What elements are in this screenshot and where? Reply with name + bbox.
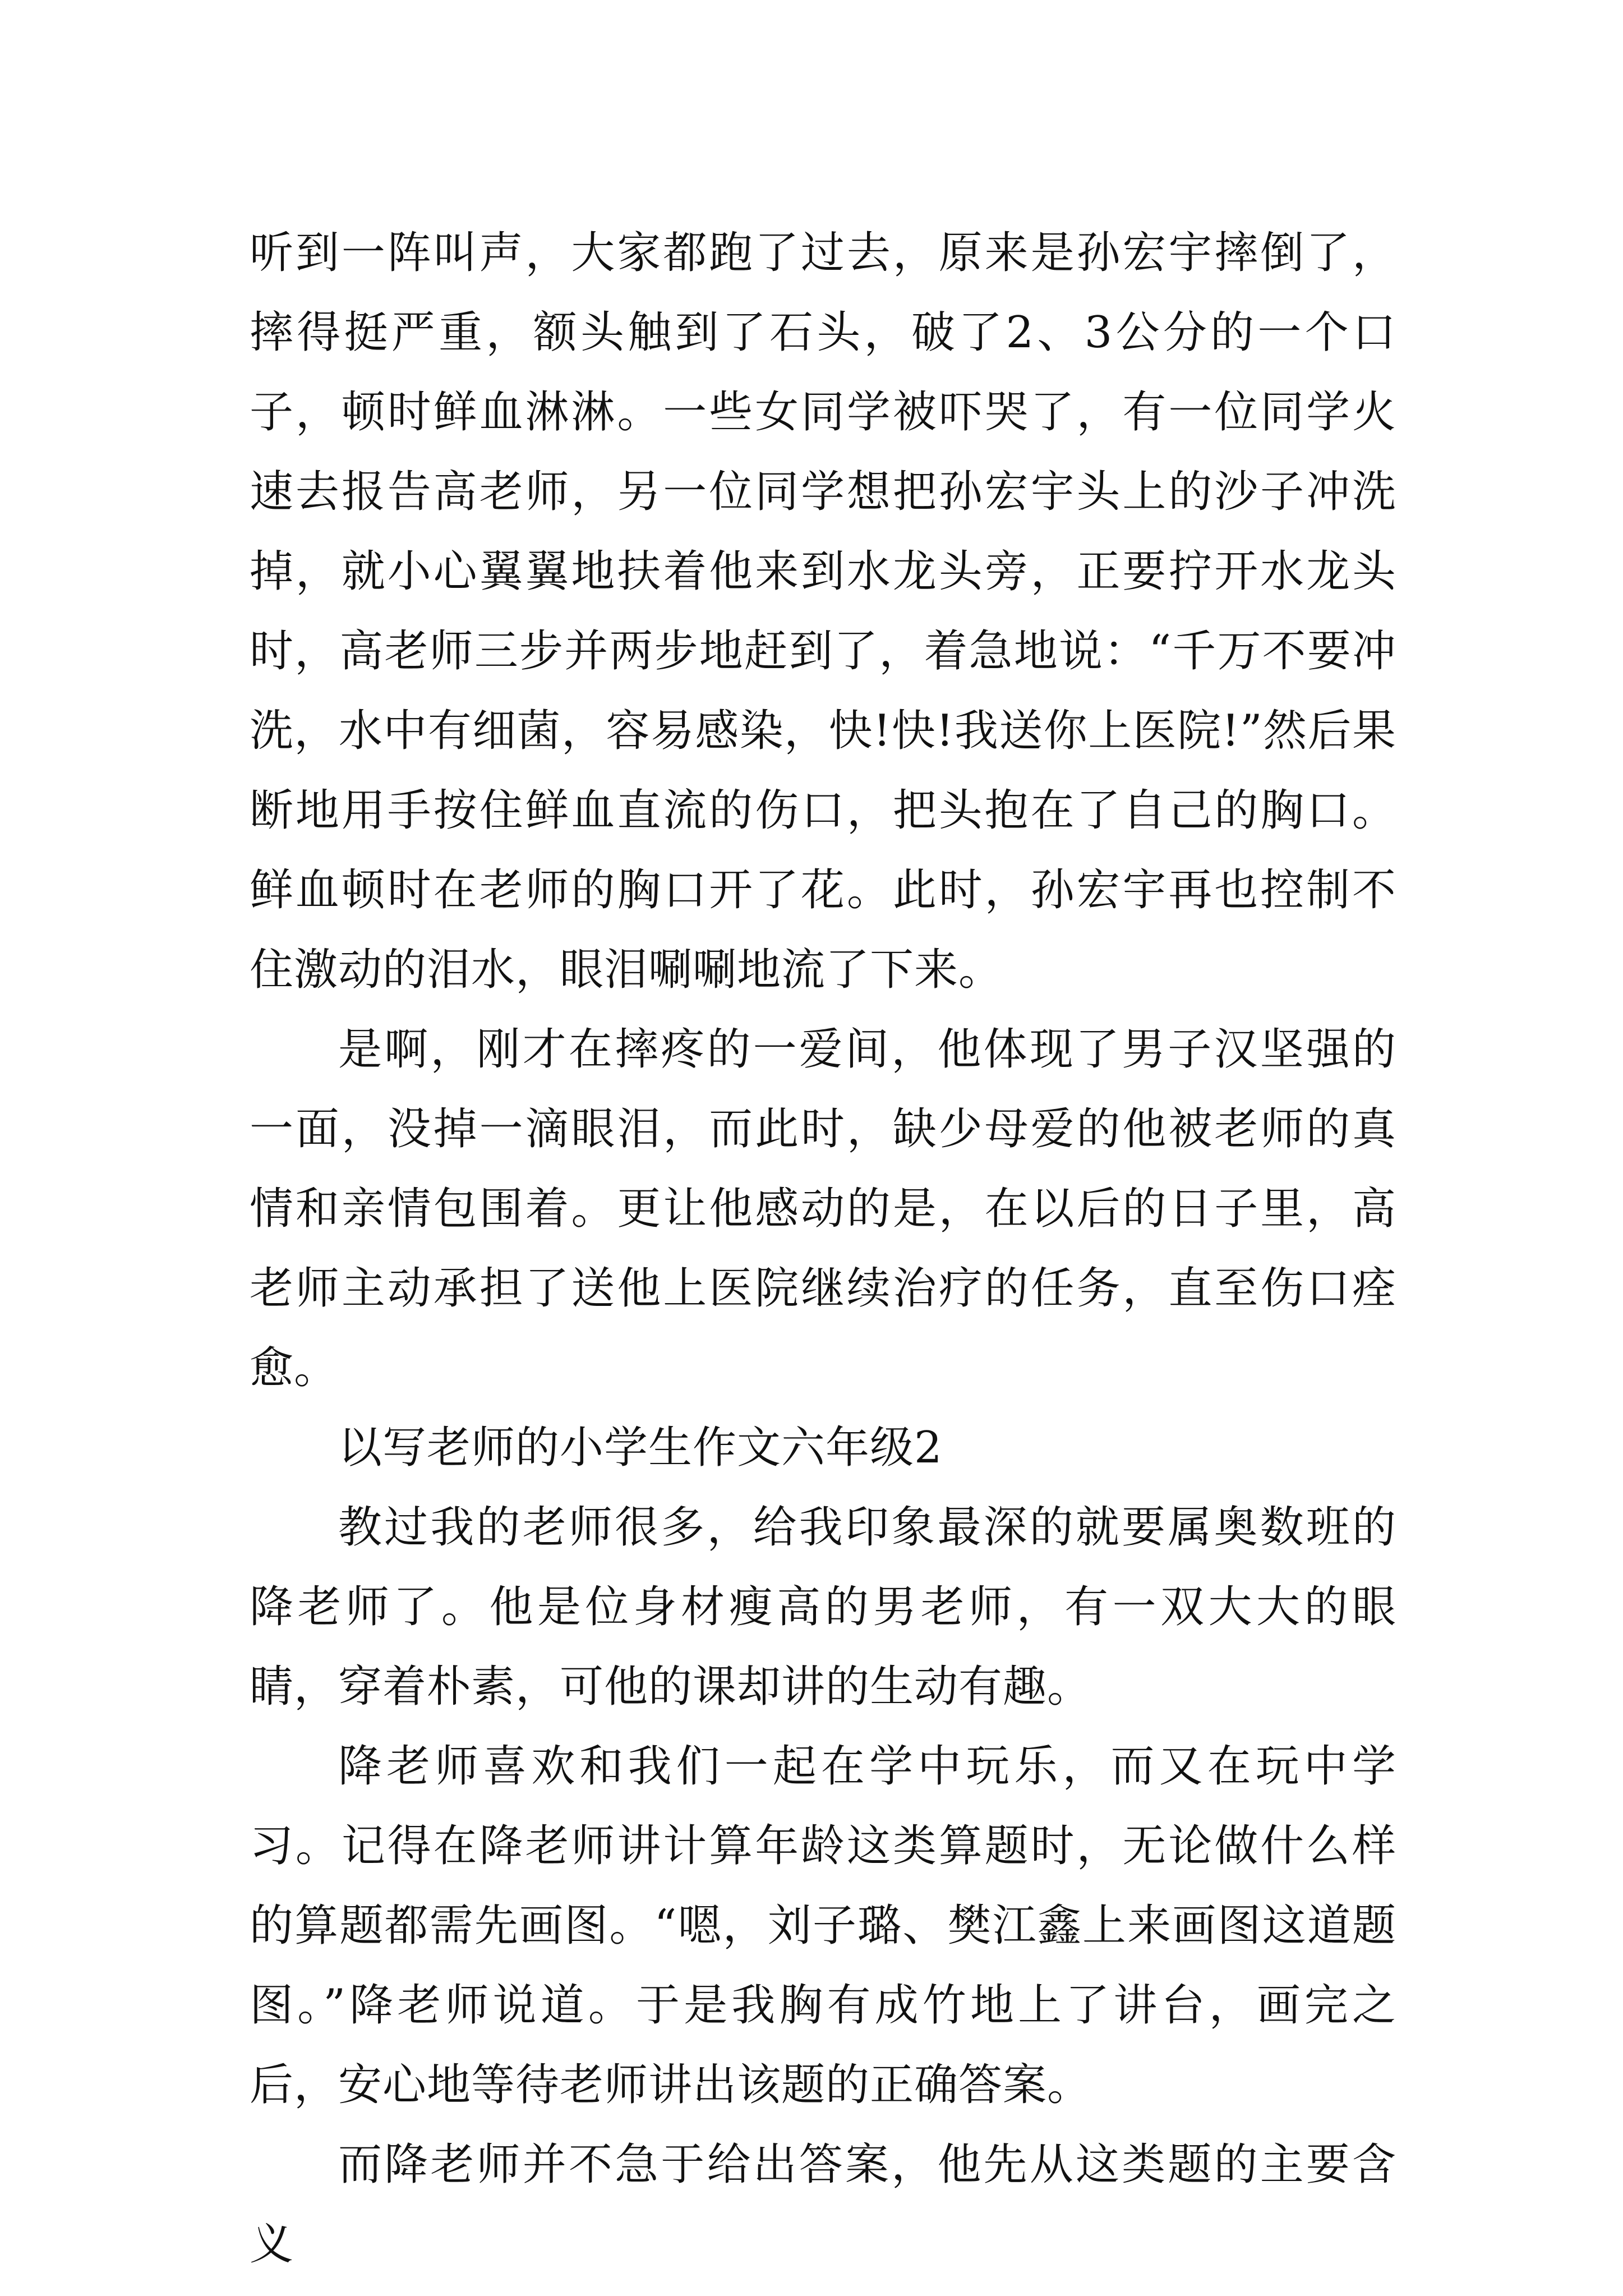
section-title: 以写老师的小学生作文六年级2 bbox=[338, 1423, 943, 1473]
paragraph-class-activity: 降老师喜欢和我们一起在学中玩乐，而又在玩中学习。记得在降老师讲计算年龄这类算题时，无论做什么样的算题都需先画图。“嗯，刘子璐、樊江鑫上来画图这道题图。”降老师说道。于是我胸有成竹地上了讲台，画完之后，安心地等待老师讲出该题的正确答案。 bbox=[250, 1741, 1396, 2110]
paragraph-continuation: 而降老师并不急于给出答案，他先从这类题的主要含义 bbox=[250, 2139, 1396, 2270]
article-body bbox=[250, 213, 1396, 2284]
paragraph-reflection: 是啊，刚才在摔疼的一爱间，他体现了男子汉坚强的一面，没掉一滴眼泪，而此时，缺少母爱的他被老师的真情和亲情包围着。更让他感动的是，在以后的日子里，高老师主动承担了送他上医院继续治疗的任务，直至伤口痊愈。 bbox=[250, 1024, 1396, 1393]
paragraph-teacher-intro: 教过我的老师很多，给我印象最深的就要属奥数班的降老师了。他是位身材瘦高的男老师，有一双大大的眼睛，穿着朴素，可他的课却讲的生动有趣。 bbox=[250, 1502, 1396, 1712]
paragraph-injury-story: 听到一阵叫声，大家都跑了过去，原来是孙宏宇摔倒了，摔得挺严重，额头触到了石头，破了2、3公分的一个口子，顿时鲜血淋淋。一些女同学被吓哭了，有一位同学火速去报告高老师，另一位同学想把孙宏宇头上的沙子冲洗掉，就小心翼翼地扶着他来到水龙头旁，正要拧开水龙头时，高老师三步并两步地赶到了，着急地说：“千万不要冲洗，水中有细菌，容易感染，快!快!我送你上医院!”然后果断地用手按住鲜血直流的伤口，把头抱在了自己的胸口。鲜血顿时在老师的胸口开了花。此时，孙宏宇再也控制不住激动的泪水，眼泪唰唰地流了下来。 bbox=[250, 228, 1396, 995]
